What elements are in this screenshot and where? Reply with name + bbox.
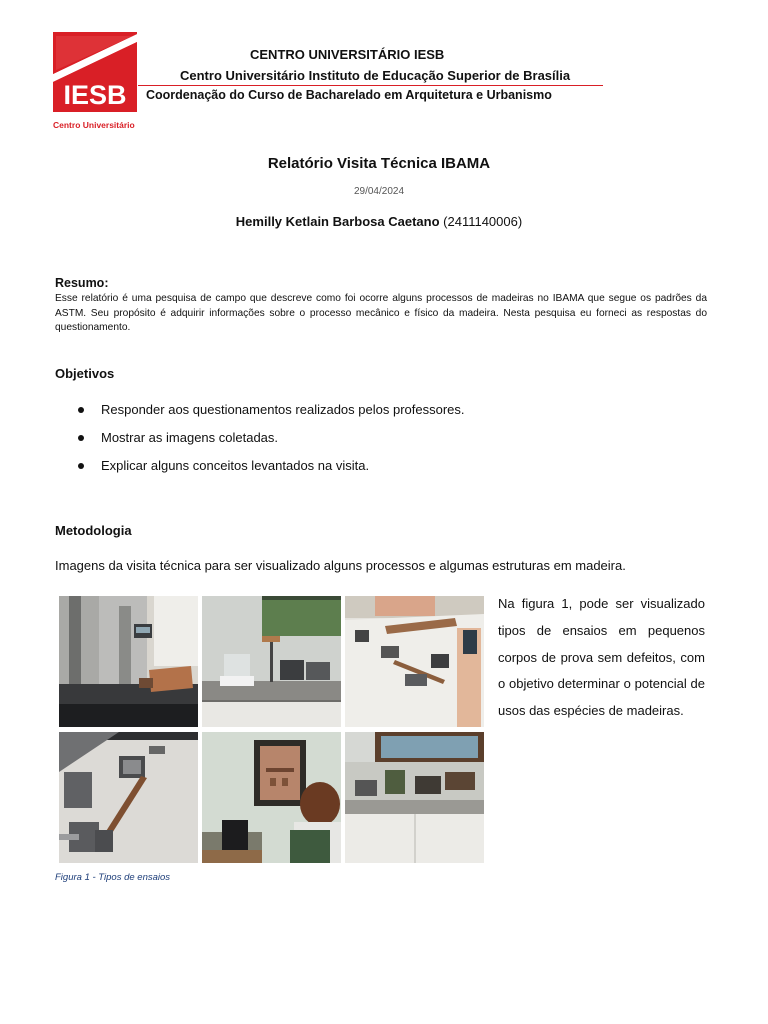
photo-lab-scale xyxy=(202,596,341,727)
objetivos-heading: Objetivos xyxy=(55,366,115,381)
figure-description: Na figura 1, pode ser visualizado tipos de ensaios em pequenos corpos de prova sem defeitos, com o objetivo determinar o potencial de usos das espécies de madeiras. xyxy=(498,596,705,719)
header-course: Coordenação do Curso de Bacharelado em Arquitetura e Urbanismo xyxy=(146,88,552,102)
figure-caption: Figura 1 - Tipos de ensaios xyxy=(55,872,171,883)
author-id: (2411140006) xyxy=(443,214,523,229)
figure-1-photo-grid xyxy=(59,596,486,864)
author-name: Hemilly Ketlain Barbosa Caetano xyxy=(235,214,440,229)
resumo-heading: Resumo: xyxy=(55,276,109,290)
photo-lab-counter xyxy=(345,732,484,863)
header-institution-full: Centro Universitário Instituto de Educação Superior de Brasília xyxy=(180,68,571,83)
photo-wall-display xyxy=(202,732,341,863)
logo-text: IESB xyxy=(63,80,127,110)
objetivo-text: Mostrar as imagens coletadas. xyxy=(101,430,279,445)
report-author xyxy=(0,214,758,229)
resumo-text: Esse relatório é uma pesquisa de campo que descreve como foi ocorre alguns processos de madeiras no IBAMA que segue os padrões da ASTM. Seu propósito é adquirir informações sobre o processo mecânico e físico da madeira. Nesta pesquisa eu forneci as respostas do questionamento. xyxy=(55,293,707,333)
list-item xyxy=(78,456,465,484)
list-item xyxy=(78,428,465,456)
report-title: Relatório Visita Técnica IBAMA xyxy=(267,155,491,172)
header-divider xyxy=(138,85,603,86)
objetivo-text: Responder aos questionamentos realizados pelos professores. xyxy=(101,402,465,417)
logo-box xyxy=(53,32,137,112)
list-item xyxy=(78,400,465,428)
photo-testing-machine xyxy=(59,596,198,727)
photo-test-grips xyxy=(59,732,198,863)
header-institution: CENTRO UNIVERSITÁRIO IESB xyxy=(250,47,445,62)
bullet-icon xyxy=(78,435,84,441)
metodologia-intro: Imagens da visita técnica para ser visualizado alguns processos e algumas estruturas em madeira. xyxy=(55,558,626,573)
logo-subtitle: Centro Universitário xyxy=(53,120,135,130)
report-date: 29/04/2024 xyxy=(353,186,405,197)
bullet-icon xyxy=(78,463,84,469)
objetivos-list xyxy=(78,400,465,484)
photo-specimens-table xyxy=(345,596,484,727)
iesb-logo xyxy=(53,32,139,130)
objetivo-text: Explicar alguns conceitos levantados na visita. xyxy=(101,458,370,473)
bullet-icon xyxy=(78,407,84,413)
metodologia-heading: Metodologia xyxy=(55,523,132,538)
